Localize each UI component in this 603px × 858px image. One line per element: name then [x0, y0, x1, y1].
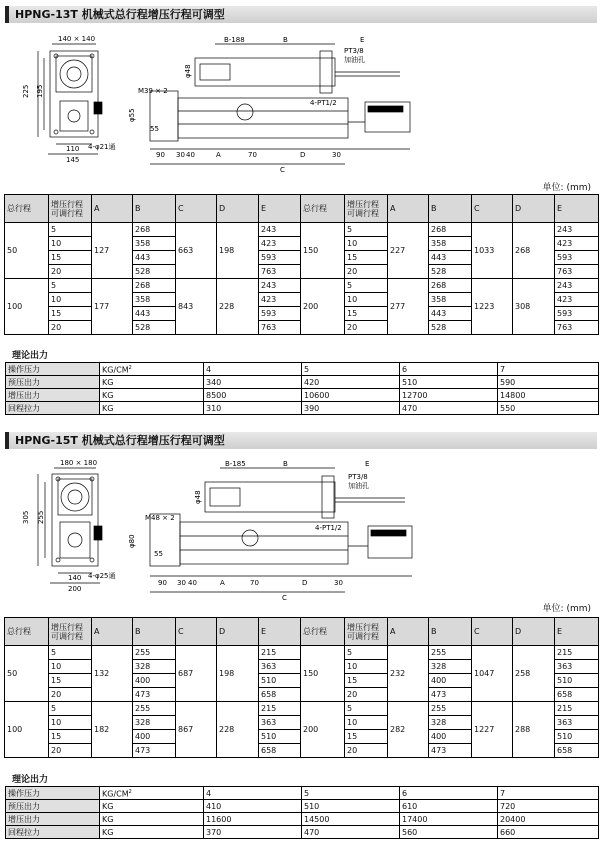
e-cell: 243 — [555, 223, 599, 237]
table-row — [5, 646, 599, 660]
force-title: 理论出力 — [12, 775, 49, 785]
b-cell: 528 — [429, 321, 472, 335]
oil-hole-label: 加油孔 — [348, 482, 369, 490]
d-cell: 288 — [513, 702, 555, 758]
header-cell: 总行程 — [5, 195, 49, 223]
header-cell: B — [429, 195, 472, 223]
force-value: 7 — [498, 787, 599, 800]
force-value: 470 — [400, 402, 498, 415]
bottom-outer-dim: 200 — [68, 585, 82, 593]
front-view — [38, 468, 102, 583]
d48-dim: φ48 — [194, 490, 202, 504]
e-cell: 363 — [555, 716, 599, 730]
total-stroke-cell: 100 — [5, 279, 49, 335]
force-row — [6, 363, 599, 376]
b-cell: 400 — [429, 674, 472, 688]
e-cell: 658 — [259, 688, 301, 702]
force-value: 14800 — [498, 389, 599, 402]
c-dim: C — [282, 594, 287, 602]
force-value: 10600 — [302, 389, 400, 402]
force-unit — [100, 376, 204, 389]
height-inner-dim: 195 — [36, 84, 44, 98]
dim-90: 90 — [158, 579, 167, 587]
force-value: 5 — [302, 363, 400, 376]
force-value: 17400 — [400, 813, 498, 826]
e-dim: E — [360, 36, 365, 44]
force-value: 11600 — [204, 813, 302, 826]
header-cell: B — [429, 618, 472, 646]
e-dim: E — [365, 460, 370, 468]
boost-stroke-cell: 20 — [49, 744, 92, 758]
c-cell: 1227 — [472, 702, 513, 758]
force-value: 510 — [302, 800, 400, 813]
a-cell: 227 — [388, 223, 429, 279]
unit-text: KG — [102, 827, 114, 837]
flange-dim: 180 × 180 — [60, 459, 98, 467]
bottom-inner-dim: 110 — [66, 145, 80, 153]
header-cell: C — [176, 195, 217, 223]
boost-stroke-cell: 10 — [49, 660, 92, 674]
b-cell: 255 — [429, 646, 472, 660]
force-label: 回程拉力 — [6, 402, 100, 415]
boost-stroke-cell: 15 — [345, 251, 388, 265]
d-cell: 308 — [513, 279, 555, 335]
force-unit — [100, 389, 204, 402]
header-cell: A — [92, 195, 133, 223]
b-cell: 328 — [133, 660, 176, 674]
b-cell: 268 — [429, 223, 472, 237]
b-prefix-dim: B-185 — [225, 460, 246, 468]
force-value: 660 — [498, 826, 599, 839]
boost-stroke-cell: 10 — [49, 293, 92, 307]
dim-40: 40 — [188, 579, 197, 587]
force-row — [6, 826, 599, 839]
header-cell: E — [259, 618, 301, 646]
total-stroke-cell: 200 — [301, 702, 345, 758]
oil-hole-label: 加油孔 — [344, 56, 365, 64]
dim-70: 70 — [248, 151, 257, 159]
d-cell: 258 — [513, 646, 555, 702]
force-row — [6, 376, 599, 389]
force-title: 理论出力 — [12, 351, 49, 361]
c-cell: 843 — [176, 279, 217, 335]
force-value: 370 — [204, 826, 302, 839]
boost-stroke-cell: 5 — [49, 646, 92, 660]
force-value: 6 — [400, 363, 498, 376]
e-cell: 593 — [259, 251, 301, 265]
header-cell: 总行程 — [301, 618, 345, 646]
table-row — [5, 702, 599, 716]
force-value: 4 — [204, 787, 302, 800]
force-value: 720 — [498, 800, 599, 813]
port-label: 4-PT1/2 — [315, 524, 342, 532]
a-cell: 182 — [92, 702, 133, 758]
bottom-inner-dim: 140 — [68, 574, 82, 582]
header-cell: D — [513, 618, 555, 646]
boost-stroke-cell: 10 — [345, 237, 388, 251]
boost-stroke-cell: 5 — [345, 702, 388, 716]
b-cell: 268 — [429, 279, 472, 293]
boost-stroke-cell: 10 — [345, 293, 388, 307]
e-cell: 763 — [259, 265, 301, 279]
force-value: 340 — [204, 376, 302, 389]
bottom-outer-dim: 145 — [66, 156, 80, 164]
height-outer-dim: 305 — [22, 510, 30, 524]
e-cell: 510 — [555, 674, 599, 688]
d-dim: D — [302, 579, 308, 587]
boost-stroke-cell: 5 — [49, 702, 92, 716]
flange-dim: 140 × 140 — [58, 35, 96, 43]
a-dim: A — [216, 151, 221, 159]
e-cell: 763 — [259, 321, 301, 335]
b-cell: 358 — [429, 293, 472, 307]
total-stroke-cell: 50 — [5, 223, 49, 279]
force-value: 20400 — [498, 813, 599, 826]
spec-table — [4, 617, 599, 758]
rod-dia-dim: φ55 — [128, 108, 136, 122]
height-outer-dim: 225 — [22, 84, 30, 98]
force-unit — [100, 787, 204, 800]
mount-hole-label: 4-φ25通 — [88, 572, 116, 580]
section-title: HPNG-15T 机械式总行程增压行程可调型 — [5, 432, 597, 449]
d-dim: D — [300, 151, 306, 159]
unit-text: KG — [102, 390, 114, 400]
header-cell: 增压行程 可调行程 — [49, 618, 92, 646]
a-cell: 127 — [92, 223, 133, 279]
b-cell: 328 — [133, 716, 176, 730]
b-cell: 473 — [133, 744, 176, 758]
e-cell: 510 — [259, 730, 301, 744]
section-title: HPNG-13T 机械式总行程增压行程可调型 — [5, 6, 597, 23]
b-dim: B — [283, 36, 288, 44]
pt-label: PT3/8 — [348, 473, 368, 481]
d-cell: 228 — [217, 702, 259, 758]
unit-text: KG — [102, 814, 114, 824]
total-stroke-cell: 150 — [301, 646, 345, 702]
e-cell: 243 — [259, 279, 301, 293]
d-cell: 198 — [217, 646, 259, 702]
e-cell: 510 — [259, 674, 301, 688]
table-row — [5, 279, 599, 293]
b-cell: 255 — [133, 702, 176, 716]
b-cell: 528 — [133, 265, 176, 279]
c-cell: 867 — [176, 702, 217, 758]
e-cell: 243 — [555, 279, 599, 293]
boost-stroke-cell: 10 — [49, 237, 92, 251]
dim-55: 55 — [154, 550, 163, 558]
boost-stroke-cell: 20 — [345, 321, 388, 335]
boost-stroke-cell: 5 — [49, 279, 92, 293]
boost-stroke-cell: 10 — [345, 660, 388, 674]
header-cell: B — [133, 195, 176, 223]
e-cell: 763 — [555, 265, 599, 279]
b-dim: B — [283, 460, 288, 468]
a-cell: 277 — [388, 279, 429, 335]
unit-label: 单位: (mm) — [542, 604, 591, 614]
e-cell: 215 — [555, 702, 599, 716]
boost-stroke-cell: 20 — [345, 688, 388, 702]
a-cell: 282 — [388, 702, 429, 758]
b-cell: 400 — [133, 674, 176, 688]
e-cell: 423 — [555, 293, 599, 307]
dim-30b: 30 — [332, 151, 341, 159]
e-cell: 363 — [259, 716, 301, 730]
b-cell: 400 — [429, 730, 472, 744]
b-prefix-dim: B-188 — [224, 36, 245, 44]
boost-stroke-cell: 15 — [345, 307, 388, 321]
b-cell: 443 — [429, 307, 472, 321]
boost-stroke-cell: 15 — [49, 730, 92, 744]
e-cell: 423 — [555, 237, 599, 251]
thread-label: M39 × 2 — [138, 87, 168, 95]
force-label: 回程拉力 — [6, 826, 100, 839]
b-cell: 528 — [429, 265, 472, 279]
force-value: 8500 — [204, 389, 302, 402]
unit-superscript: 2 — [128, 364, 132, 371]
b-cell: 255 — [133, 646, 176, 660]
b-cell: 473 — [429, 688, 472, 702]
force-unit — [100, 402, 204, 415]
force-value: 420 — [302, 376, 400, 389]
header-cell: 增压行程 可调行程 — [345, 195, 388, 223]
b-cell: 268 — [133, 279, 176, 293]
header-cell: A — [388, 618, 429, 646]
boost-stroke-cell: 5 — [345, 279, 388, 293]
force-value: 4 — [204, 363, 302, 376]
b-cell: 358 — [429, 237, 472, 251]
b-cell: 328 — [429, 716, 472, 730]
a-cell: 132 — [92, 646, 133, 702]
e-cell: 423 — [259, 293, 301, 307]
force-value: 310 — [204, 402, 302, 415]
force-label: 预压出力 — [6, 800, 100, 813]
d-cell: 198 — [217, 223, 259, 279]
mount-hole-label: 4-φ21通 — [88, 143, 116, 151]
unit-text: KG — [102, 801, 114, 811]
unit-superscript: 2 — [128, 788, 132, 795]
b-cell: 358 — [133, 237, 176, 251]
force-row — [6, 800, 599, 813]
e-cell: 215 — [259, 702, 301, 716]
front-view — [38, 44, 102, 154]
a-dim: A — [220, 579, 225, 587]
b-cell: 400 — [133, 730, 176, 744]
force-value: 7 — [498, 363, 599, 376]
dim-30a: 30 — [176, 151, 185, 159]
c-cell: 687 — [176, 646, 217, 702]
boost-stroke-cell: 20 — [49, 321, 92, 335]
force-label: 操作压力 — [6, 363, 100, 376]
header-cell: E — [259, 195, 301, 223]
technical-drawing — [0, 452, 603, 604]
force-row — [6, 813, 599, 826]
pt-label: PT3/8 — [344, 47, 364, 55]
force-unit — [100, 813, 204, 826]
e-cell: 658 — [555, 688, 599, 702]
total-stroke-cell: 50 — [5, 646, 49, 702]
force-row — [6, 787, 599, 800]
b-cell: 255 — [429, 702, 472, 716]
header-cell: C — [472, 618, 513, 646]
dim-30b: 30 — [334, 579, 343, 587]
e-cell: 423 — [259, 237, 301, 251]
boost-stroke-cell: 10 — [49, 716, 92, 730]
dim-90: 90 — [156, 151, 165, 159]
force-value: 610 — [400, 800, 498, 813]
boost-stroke-cell: 15 — [345, 730, 388, 744]
force-value: 470 — [302, 826, 400, 839]
unit-text: KG — [102, 377, 114, 387]
table-header-row — [5, 195, 599, 223]
force-value: 410 — [204, 800, 302, 813]
c-cell: 1047 — [472, 646, 513, 702]
force-value: 14500 — [302, 813, 400, 826]
force-unit — [100, 363, 204, 376]
e-cell: 593 — [259, 307, 301, 321]
b-cell: 473 — [133, 688, 176, 702]
b-cell: 443 — [133, 307, 176, 321]
dim-55: 55 — [150, 125, 159, 133]
dim-30a: 30 — [177, 579, 186, 587]
header-cell: E — [555, 618, 599, 646]
header-cell: 总行程 — [301, 195, 345, 223]
unit-label: 单位: (mm) — [542, 183, 591, 193]
e-cell: 658 — [555, 744, 599, 758]
header-cell: 总行程 — [5, 618, 49, 646]
d-cell: 228 — [217, 279, 259, 335]
force-label: 增压出力 — [6, 813, 100, 826]
force-row — [6, 389, 599, 402]
boost-stroke-cell: 20 — [345, 265, 388, 279]
total-stroke-cell: 150 — [301, 223, 345, 279]
e-cell: 215 — [259, 646, 301, 660]
a-cell: 232 — [388, 646, 429, 702]
boost-stroke-cell: 20 — [49, 265, 92, 279]
header-cell: D — [513, 195, 555, 223]
b-cell: 528 — [133, 321, 176, 335]
force-value: 560 — [400, 826, 498, 839]
header-cell: A — [92, 618, 133, 646]
header-cell: A — [388, 195, 429, 223]
boost-stroke-cell: 5 — [345, 223, 388, 237]
b-cell: 268 — [133, 223, 176, 237]
boost-stroke-cell: 15 — [49, 674, 92, 688]
spec-table — [4, 194, 599, 335]
header-cell: C — [472, 195, 513, 223]
a-cell: 177 — [92, 279, 133, 335]
boost-stroke-cell: 5 — [49, 223, 92, 237]
rod-dia-dim: φ80 — [128, 534, 136, 548]
e-cell: 363 — [555, 660, 599, 674]
e-cell: 763 — [555, 321, 599, 335]
unit-text: KG/CM — [102, 789, 129, 799]
e-cell: 215 — [555, 646, 599, 660]
dim-70: 70 — [250, 579, 259, 587]
header-cell: C — [176, 618, 217, 646]
force-unit — [100, 800, 204, 813]
e-cell: 510 — [555, 730, 599, 744]
header-cell: B — [133, 618, 176, 646]
header-cell: 增压行程 可调行程 — [345, 618, 388, 646]
force-value: 550 — [498, 402, 599, 415]
d48-dim: φ48 — [184, 64, 192, 78]
e-cell: 593 — [555, 251, 599, 265]
boost-stroke-cell: 20 — [49, 688, 92, 702]
force-value: 510 — [400, 376, 498, 389]
force-value: 12700 — [400, 389, 498, 402]
boost-stroke-cell: 10 — [345, 716, 388, 730]
c-dim: C — [280, 166, 285, 174]
force-value: 390 — [302, 402, 400, 415]
force-table — [5, 786, 599, 839]
header-cell: E — [555, 195, 599, 223]
force-value: 590 — [498, 376, 599, 389]
c-cell: 663 — [176, 223, 217, 279]
thread-label: M48 × 2 — [145, 514, 175, 522]
technical-drawing — [0, 26, 603, 178]
c-cell: 1033 — [472, 223, 513, 279]
force-label: 操作压力 — [6, 787, 100, 800]
b-cell: 443 — [133, 251, 176, 265]
c-cell: 1223 — [472, 279, 513, 335]
height-inner-dim: 255 — [37, 510, 45, 524]
table-header-row — [5, 618, 599, 646]
force-value: 6 — [400, 787, 498, 800]
force-label: 增压出力 — [6, 389, 100, 402]
header-cell: D — [217, 618, 259, 646]
force-label: 预压出力 — [6, 376, 100, 389]
b-cell: 443 — [429, 251, 472, 265]
force-table — [5, 362, 599, 415]
e-cell: 243 — [259, 223, 301, 237]
boost-stroke-cell: 5 — [345, 646, 388, 660]
header-cell: D — [217, 195, 259, 223]
force-unit — [100, 826, 204, 839]
b-cell: 358 — [133, 293, 176, 307]
boost-stroke-cell: 20 — [345, 744, 388, 758]
total-stroke-cell: 100 — [5, 702, 49, 758]
b-cell: 328 — [429, 660, 472, 674]
header-cell: 增压行程 可调行程 — [49, 195, 92, 223]
d-cell: 268 — [513, 223, 555, 279]
force-value: 5 — [302, 787, 400, 800]
side-view — [150, 468, 412, 592]
e-cell: 593 — [555, 307, 599, 321]
dim-40: 40 — [186, 151, 195, 159]
boost-stroke-cell: 15 — [49, 307, 92, 321]
b-cell: 473 — [429, 744, 472, 758]
unit-text: KG/CM — [102, 365, 129, 375]
e-cell: 363 — [259, 660, 301, 674]
unit-text: KG — [102, 403, 114, 413]
force-row — [6, 402, 599, 415]
port-label: 4-PT1/2 — [310, 99, 337, 107]
total-stroke-cell: 200 — [301, 279, 345, 335]
table-row — [5, 223, 599, 237]
boost-stroke-cell: 15 — [345, 674, 388, 688]
side-view — [150, 44, 410, 164]
e-cell: 658 — [259, 744, 301, 758]
boost-stroke-cell: 15 — [49, 251, 92, 265]
